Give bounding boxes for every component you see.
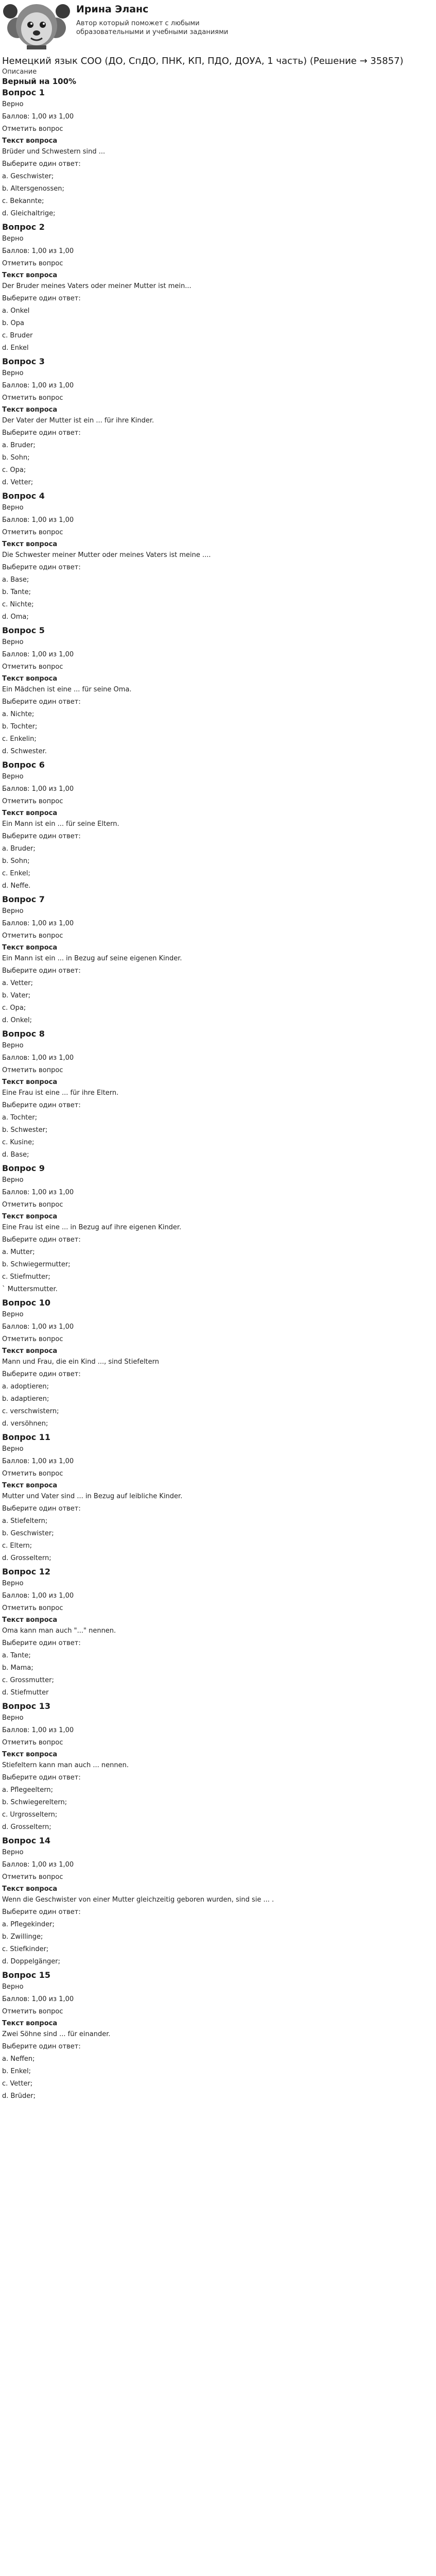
question-block [2, 1431, 434, 1566]
flag-question-link[interactable]: Отметить вопрос [2, 1739, 63, 1747]
question-text-heading: Текст вопроса [2, 1616, 58, 1624]
answer-option[interactable]: b. Sohn; [2, 454, 30, 462]
questions-list [2, 87, 434, 2104]
answer-option[interactable]: d. Enkel [2, 344, 29, 352]
answer-option[interactable]: a. Onkel [2, 307, 30, 315]
question-text: Der Bruder meines Vaters oder meiner Mutter ist mein... [2, 282, 191, 290]
question-text: Oma kann man auch "..." nennen. [2, 1627, 116, 1635]
question-status: Верно [2, 1445, 24, 1453]
question-status: Верно [2, 504, 24, 512]
choose-one-label: Выберите один ответ: [2, 1774, 81, 1782]
question-title: Вопрос 15 [2, 1970, 51, 1980]
description-label: Описание [2, 68, 37, 76]
question-points: Баллов: 1,00 из 1,00 [2, 785, 74, 793]
question-block [2, 221, 434, 355]
author-info [76, 2, 241, 37]
answer-option[interactable]: c. Bekannte; [2, 197, 44, 205]
question-title: Вопрос 2 [2, 222, 45, 232]
answer-option[interactable]: b. Schwiegereltern; [2, 1799, 67, 1806]
choose-one-label: Выберите один ответ: [2, 429, 81, 437]
choose-one-label: Выберите один ответ: [2, 1101, 81, 1109]
question-points: Баллов: 1,00 из 1,00 [2, 1054, 74, 1062]
choose-one-label: Выберите один ответ: [2, 1908, 81, 1916]
question-title: Вопрос 5 [2, 625, 45, 635]
flag-question-link[interactable]: Отметить вопрос [2, 529, 63, 536]
answer-option[interactable]: c. Opa; [2, 1004, 26, 1012]
answer-option[interactable]: c. verschwistern; [2, 1408, 59, 1415]
answer-option[interactable]: a. Vetter; [2, 979, 33, 987]
question-text-heading: Текст вопроса [2, 2020, 58, 2027]
question-text: Wenn die Geschwister von einer Mutter gleichzeitig geboren wurden, sind sie ... . [2, 1896, 274, 1904]
question-status: Верно [2, 907, 24, 915]
question-points: Баллов: 1,00 из 1,00 [2, 1323, 74, 1331]
question-text: Die Schwester meiner Mutter oder meines Vaters ist meine .... [2, 551, 211, 559]
answer-option[interactable]: ` Muttersmutter. [2, 1285, 58, 1293]
question-title: Вопрос 7 [2, 894, 45, 904]
answer-option[interactable]: a. Stiefeltern; [2, 1517, 48, 1525]
question-block [2, 759, 434, 893]
question-title: Вопрос 12 [2, 1567, 51, 1577]
question-text-heading: Текст вопроса [2, 406, 58, 414]
answer-option[interactable]: b. Altersgenossen; [2, 185, 64, 193]
answer-option[interactable]: d. Brüder; [2, 2092, 36, 2100]
answer-option[interactable]: a. Pflegeeltern; [2, 1786, 53, 1794]
question-text: Der Vater der Mutter ist ein ... für ihre Kinder. [2, 417, 154, 425]
question-block [2, 1297, 434, 1431]
answer-option[interactable]: a. Mutter; [2, 1248, 35, 1256]
question-text: Mann und Frau, die ein Kind ..., sind Stiefeltern [2, 1358, 160, 1366]
answer-option[interactable]: b. Tante; [2, 588, 31, 596]
choose-one-label: Выберите один ответ: [2, 1639, 81, 1647]
choose-one-label: Выберите один ответ: [2, 1505, 81, 1513]
question-title: Вопрос 3 [2, 357, 45, 366]
choose-one-label: Выберите один ответ: [2, 1236, 81, 1244]
flag-question-link[interactable]: Отметить вопрос [2, 1066, 63, 1074]
question-status: Верно [2, 235, 24, 243]
answer-option[interactable]: a. Tochter; [2, 1114, 38, 1122]
question-points: Баллов: 1,00 из 1,00 [2, 651, 74, 658]
choose-one-label: Выберите один ответ: [2, 564, 81, 571]
question-text-heading: Текст вопроса [2, 137, 58, 145]
question-text: Ein Mann ist ein ... für seine Eltern. [2, 820, 119, 828]
question-title: Вопрос 11 [2, 1432, 51, 1442]
answer-option[interactable]: a. Bruder; [2, 845, 36, 853]
answer-option[interactable]: b. Opa [2, 319, 24, 327]
answer-option[interactable]: c. Stiefmutter; [2, 1273, 50, 1281]
answer-option[interactable]: b. Sohn; [2, 857, 30, 865]
answer-option[interactable]: a. Tante; [2, 1652, 31, 1659]
author-avatar [2, 2, 71, 49]
question-title: Вопрос 10 [2, 1298, 51, 1308]
answer-option[interactable]: d. Grosseltern; [2, 1823, 51, 1831]
flag-question-link[interactable]: Отметить вопрос [2, 125, 63, 133]
question-block [2, 1835, 434, 1969]
answer-option[interactable]: a. Bruder; [2, 442, 36, 449]
answer-option[interactable]: c. Vetter; [2, 2080, 33, 2088]
question-status: Верно [2, 100, 24, 108]
answer-option[interactable]: b. Schwester; [2, 1126, 48, 1134]
question-text: Ein Mädchen ist eine ... für seine Oma. [2, 686, 132, 693]
answer-option[interactable]: c. Opa; [2, 466, 26, 474]
question-text: Mutter und Vater sind ... in Bezug auf leibliche Kinder. [2, 1493, 183, 1500]
answer-option[interactable]: a. Pflegekinder; [2, 1921, 55, 1928]
question-title: Вопрос 6 [2, 760, 45, 770]
answer-option[interactable]: b. Zwillinge; [2, 1933, 43, 1941]
answer-option[interactable]: d. Onkel; [2, 1016, 32, 1024]
answer-option[interactable]: a. Nichte; [2, 710, 34, 718]
author-name[interactable]: Ирина Эланс [76, 4, 149, 15]
question-points: Баллов: 1,00 из 1,00 [2, 1592, 74, 1600]
flag-question-link[interactable]: Отметить вопрос [2, 1470, 63, 1478]
question-text-heading: Текст вопроса [2, 1078, 58, 1086]
question-text-heading: Текст вопроса [2, 272, 58, 279]
question-status: Верно [2, 638, 24, 646]
question-text-heading: Текст вопроса [2, 1347, 58, 1355]
question-text-heading: Текст вопроса [2, 944, 58, 952]
answer-option[interactable]: d. Stiefmutter [2, 1689, 49, 1697]
question-status: Верно [2, 1311, 24, 1318]
answer-option[interactable]: d. versöhnen; [2, 1420, 48, 1428]
flag-question-link[interactable]: Отметить вопрос [2, 2008, 63, 2015]
answer-option[interactable]: c. Kusine; [2, 1139, 34, 1146]
question-text-heading: Текст вопроса [2, 540, 58, 548]
question-status: Верно [2, 1176, 24, 1184]
question-points: Баллов: 1,00 из 1,00 [2, 920, 74, 927]
choose-one-label: Выберите один ответ: [2, 833, 81, 840]
question-block [2, 1028, 434, 1162]
answer-option[interactable]: b. Mama; [2, 1664, 33, 1672]
answer-option[interactable]: c. Urgrosseltern; [2, 1811, 58, 1819]
question-block [2, 490, 434, 624]
answer-option[interactable]: c. Enkelin; [2, 735, 37, 743]
question-title: Вопрос 13 [2, 1701, 51, 1711]
question-text: Ein Mann ist ein ... in Bezug auf seine eigenen Kinder. [2, 955, 182, 962]
question-block [2, 893, 434, 1028]
choose-one-label: Выберите один ответ: [2, 1370, 81, 1378]
answer-option[interactable]: d. Oma; [2, 613, 29, 621]
question-points: Баллов: 1,00 из 1,00 [2, 1726, 74, 1734]
answer-option[interactable]: d. Schwester. [2, 748, 47, 755]
score-label: Верный на 100% [2, 77, 77, 86]
answer-option[interactable]: b. Schwiegermutter; [2, 1261, 71, 1268]
question-points: Баллов: 1,00 из 1,00 [2, 247, 74, 255]
answer-option[interactable]: d. Neffe. [2, 882, 31, 890]
answer-option[interactable]: d. Base; [2, 1151, 29, 1159]
question-text-heading: Текст вопроса [2, 675, 58, 683]
question-points: Баллов: 1,00 из 1,00 [2, 1189, 74, 1196]
question-text-heading: Текст вопроса [2, 1885, 58, 1893]
question-text-heading: Текст вопроса [2, 809, 58, 817]
question-status: Верно [2, 1849, 24, 1856]
question-title: Вопрос 4 [2, 491, 45, 501]
answer-option[interactable]: c. Eltern; [2, 1542, 32, 1550]
flag-question-link[interactable]: Отметить вопрос [2, 1604, 63, 1612]
answer-option[interactable]: c. Nichte; [2, 601, 34, 608]
question-status: Верно [2, 1580, 24, 1587]
answer-option[interactable]: d. Doppelgänger; [2, 1958, 61, 1965]
author-block [2, 2, 434, 49]
answer-option[interactable]: a. Base; [2, 576, 29, 584]
flag-question-link[interactable]: Отметить вопрос [2, 663, 63, 671]
author-description: Автор который поможет с любыми образовательными и учебными заданиями [76, 20, 229, 36]
question-points: Баллов: 1,00 из 1,00 [2, 1995, 74, 2003]
question-text-heading: Текст вопроса [2, 1482, 58, 1489]
avatar-image [2, 2, 71, 49]
flag-question-link[interactable]: Отметить вопрос [2, 932, 63, 940]
question-text-heading: Текст вопроса [2, 1751, 58, 1758]
question-block [2, 1969, 434, 2104]
question-points: Баллов: 1,00 из 1,00 [2, 516, 74, 524]
question-title: Вопрос 1 [2, 88, 45, 97]
answer-option[interactable]: b. adaptieren; [2, 1395, 49, 1403]
choose-one-label: Выберите один ответ: [2, 698, 81, 706]
answer-option[interactable]: b. Enkel; [2, 2067, 31, 2075]
answer-option[interactable]: a. Neffen; [2, 2055, 35, 2063]
question-block [2, 1566, 434, 1700]
flag-question-link[interactable]: Отметить вопрос [2, 1335, 63, 1343]
answer-option[interactable]: c. Grossmutter; [2, 1676, 54, 1684]
answer-option[interactable]: c. Enkel; [2, 870, 30, 877]
answer-option[interactable]: d. Vetter; [2, 479, 33, 486]
answer-option[interactable]: d. Grosseltern; [2, 1554, 51, 1562]
answer-option[interactable]: a. Geschwister; [2, 173, 54, 180]
choose-one-label: Выберите один ответ: [2, 2043, 81, 2050]
answer-option[interactable]: b. Tochter; [2, 723, 38, 731]
question-text-heading: Текст вопроса [2, 1213, 58, 1221]
test-title: Немецкий язык СОО (ДО, СпДО, ПНК, КП, ПДО, ДОУА, 1 часть) (Решение → 35857) [2, 56, 404, 66]
choose-one-label: Выберите один ответ: [2, 295, 81, 302]
answer-option[interactable]: c. Bruder [2, 332, 33, 340]
question-points: Баллов: 1,00 из 1,00 [2, 113, 74, 121]
question-status: Верно [2, 1714, 24, 1722]
question-block [2, 1162, 434, 1297]
answer-option[interactable]: b. Geschwister; [2, 1530, 54, 1537]
answer-option[interactable]: d. Gleichaltrige; [2, 210, 56, 217]
question-points: Баллов: 1,00 из 1,00 [2, 1458, 74, 1465]
question-title: Вопрос 14 [2, 1836, 51, 1845]
question-text: Zwei Söhne sind ... für einander. [2, 2030, 111, 2038]
question-text: Eine Frau ist eine ... in Bezug auf ihre eigenen Kinder. [2, 1224, 182, 1231]
choose-one-label: Выберите один ответ: [2, 967, 81, 975]
choose-one-label: Выберите один ответ: [2, 160, 81, 168]
question-status: Верно [2, 773, 24, 781]
question-points: Баллов: 1,00 из 1,00 [2, 382, 74, 389]
flag-question-link[interactable]: Отметить вопрос [2, 260, 63, 267]
flag-question-link[interactable]: Отметить вопрос [2, 1873, 63, 1881]
question-points: Баллов: 1,00 из 1,00 [2, 1861, 74, 1869]
answer-option[interactable]: a. adoptieren; [2, 1383, 49, 1391]
question-block [2, 87, 434, 221]
question-title: Вопрос 9 [2, 1163, 45, 1173]
question-text: Eine Frau ist eine ... für ihre Eltern. [2, 1089, 119, 1097]
flag-question-link[interactable]: Отметить вопрос [2, 1201, 63, 1209]
question-text: Brüder und Schwestern sind ... [2, 148, 106, 156]
flag-question-link[interactable]: Отметить вопрос [2, 394, 63, 402]
question-status: Верно [2, 1042, 24, 1049]
question-status: Верно [2, 1983, 24, 1991]
question-block [2, 624, 434, 759]
answer-option[interactable]: b. Vater; [2, 992, 31, 999]
question-text: Stiefeltern kann man auch ... nennen. [2, 1761, 129, 1769]
question-status: Верно [2, 369, 24, 377]
question-title: Вопрос 8 [2, 1029, 45, 1039]
answer-option[interactable]: c. Stiefkinder; [2, 1945, 49, 1953]
question-block [2, 355, 434, 490]
flag-question-link[interactable]: Отметить вопрос [2, 798, 63, 805]
question-block [2, 1700, 434, 1835]
